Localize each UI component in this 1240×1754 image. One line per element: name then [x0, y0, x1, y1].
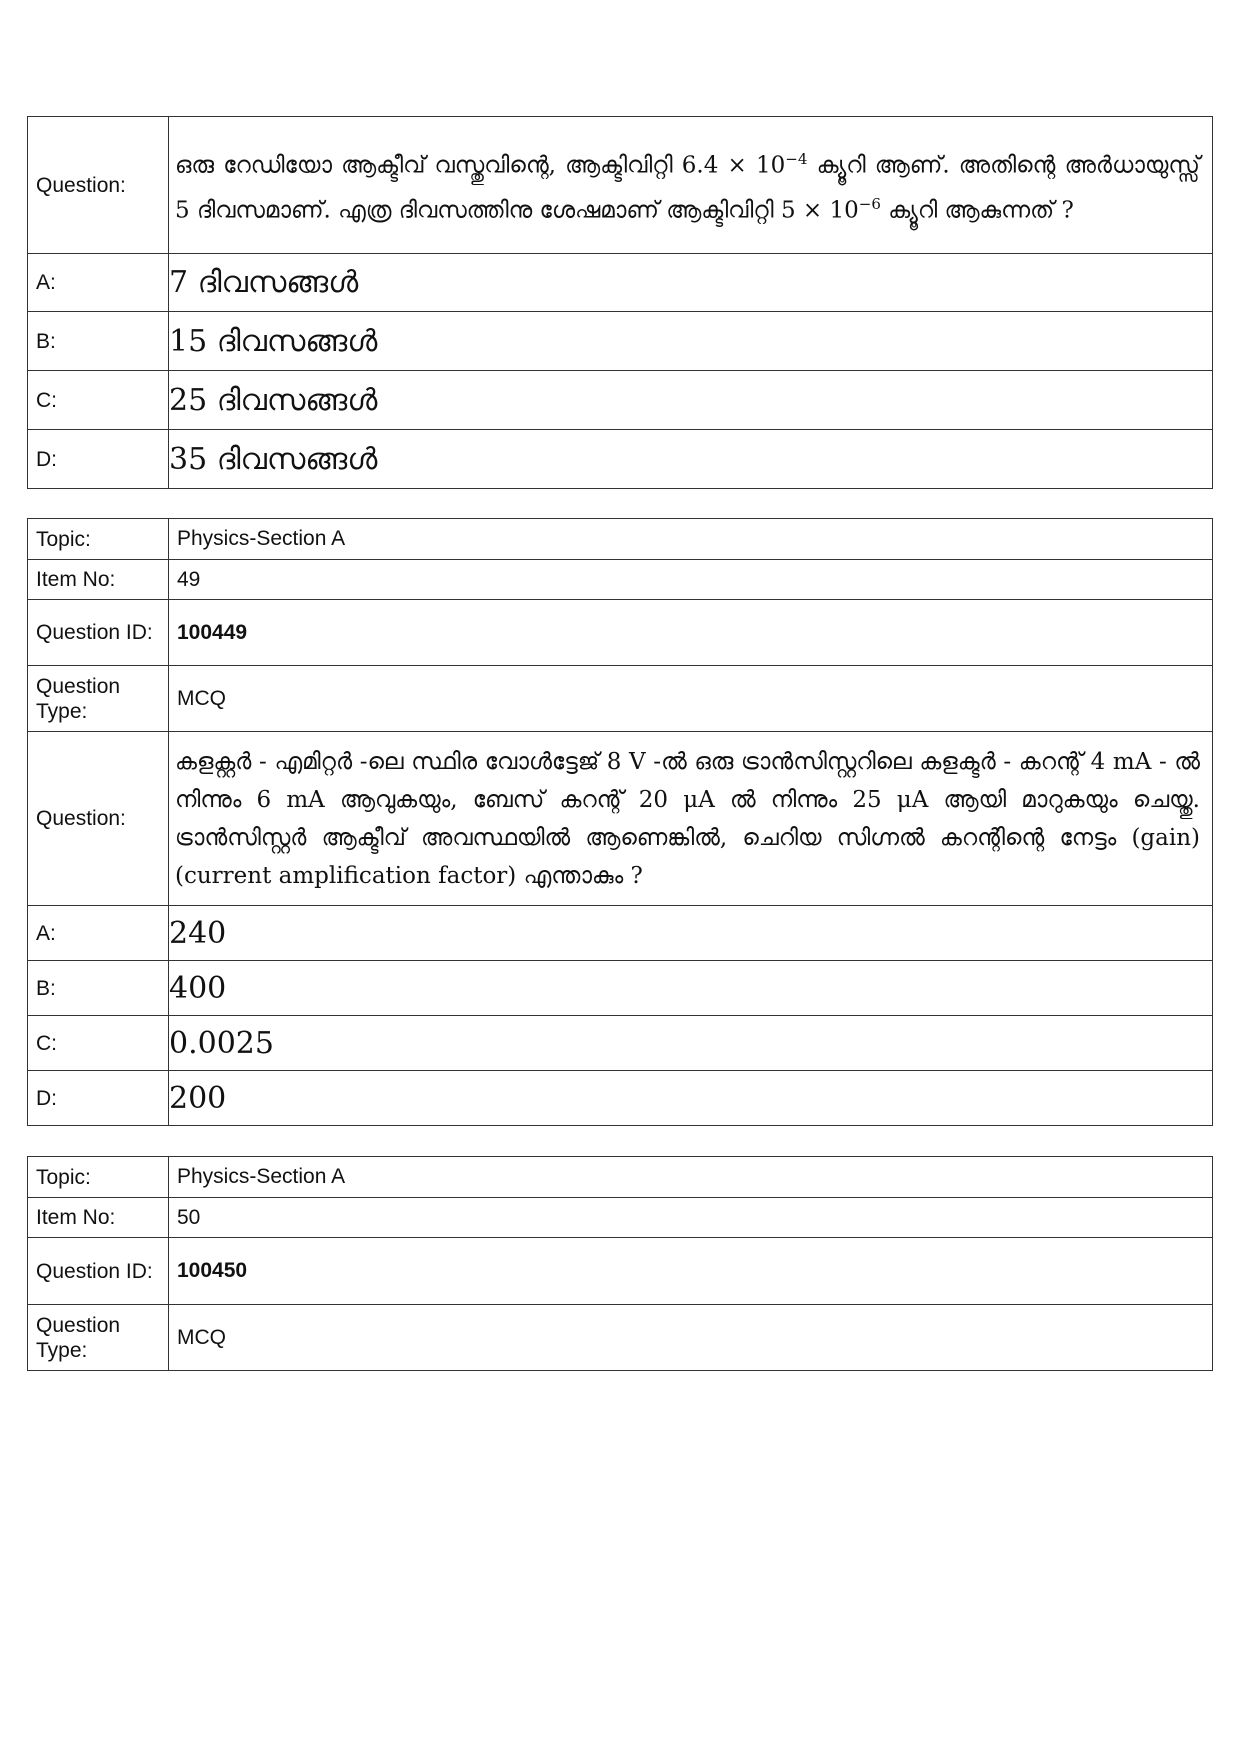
option-label-d: D:: [28, 1071, 169, 1126]
question-id-value: 100449: [169, 600, 1213, 666]
question-table-2: [27, 518, 1213, 1126]
question-text: കളക്റ്റർ - എമിറ്റർ -ലെ സ്ഥിര വോൾട്ടേജ് 8 V -ൽ ഒരു ട്രാൻസിസ്റ്ററിലെ കളക്ടർ - കറന്റ് 4 mA - ൽ നിന്നും 6 mA ആവുകയും, ബേസ് കറന്റ് 20 μA ൽ നിന്നും 25 μA ആയി മാറുകയും ചെയ്തു. ട്രാൻസിസ്റ്റർ ആക്ടീവ് അവസ്ഥയിൽ ആണെങ്കിൽ, ചെറിയ സിഗ്നൽ കറന്റിന്റെ നേട്ടം (gain) (current amplification factor) എന്താകും ?: [175, 748, 1200, 889]
question-id-value: 100450: [169, 1238, 1213, 1305]
option-label-c: C:: [28, 1016, 169, 1071]
question-label: Question:: [28, 117, 169, 254]
topic-label: Topic:: [28, 519, 169, 560]
option-b: 400: [169, 961, 1213, 1016]
question-type-label: Question Type:: [28, 666, 169, 732]
option-label-b: B:: [28, 312, 169, 371]
option-label-a: A:: [28, 254, 169, 312]
topic-value: Physics-Section A: [169, 1157, 1213, 1198]
question-type-value: MCQ: [169, 666, 1213, 732]
topic-value: Physics-Section A: [169, 519, 1213, 560]
option-c: 0.0025: [169, 1016, 1213, 1071]
topic-label: Topic:: [28, 1157, 169, 1198]
option-c: 25 ദിവസങ്ങൾ: [169, 371, 1213, 430]
question-label: Question:: [28, 732, 169, 906]
item-no-label: Item No:: [28, 1198, 169, 1238]
option-label-c: C:: [28, 371, 169, 430]
question-cell: [169, 732, 1213, 906]
item-no-value: 50: [169, 1198, 1213, 1238]
option-a: 240: [169, 906, 1213, 961]
question-table-1: [27, 116, 1213, 489]
question-cell: [169, 117, 1213, 254]
question-text: ഒരു റേഡിയോ ആക്ടീവ് വസ്തുവിന്റെ, ആക്ടിവിറ്റി $6.4 \times 10^{-4}$ ക്യൂറി ആണ്. അതിന്റെ അർധായുസ്സ് 5 ദിവസമാണ്. എത്ര ദിവസത്തിനു ശേഷമാണ് ആക്ടിവിറ്റി $5 \times 10^{-6}$ ക്യൂറി ആകുന്നത് ?: [175, 150, 1200, 224]
question-type-value: MCQ: [169, 1305, 1213, 1371]
question-type-label: Question Type:: [28, 1305, 169, 1371]
option-d: 200: [169, 1071, 1213, 1126]
option-a: 7 ദിവസങ്ങൾ: [169, 254, 1213, 312]
option-b: 15 ദിവസങ്ങൾ: [169, 312, 1213, 371]
option-d: 35 ദിവസങ്ങൾ: [169, 430, 1213, 489]
question-table-3: [27, 1156, 1213, 1371]
option-label-a: A:: [28, 906, 169, 961]
item-no-label: Item No:: [28, 560, 169, 600]
option-label-b: B:: [28, 961, 169, 1016]
question-id-label: Question ID:: [28, 600, 169, 666]
question-id-label: Question ID:: [28, 1238, 169, 1305]
item-no-value: 49: [169, 560, 1213, 600]
option-label-d: D:: [28, 430, 169, 489]
